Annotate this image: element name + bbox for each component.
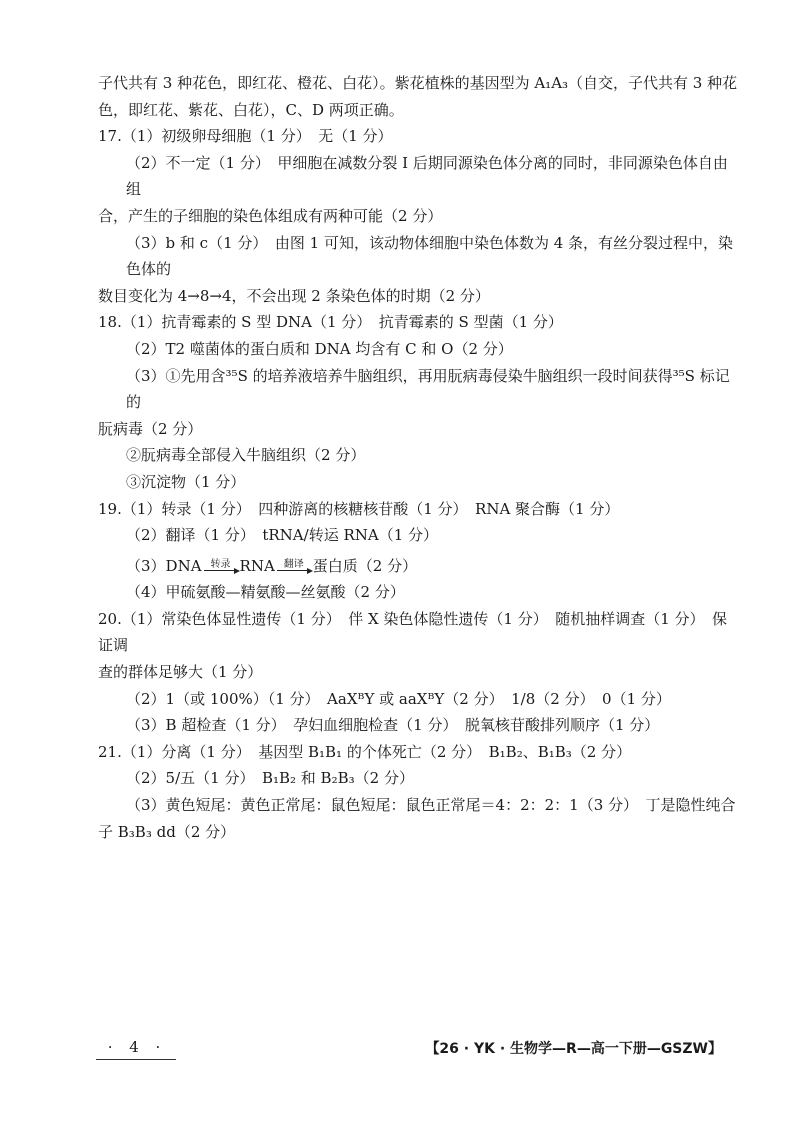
q20-answer-3: （3）B 超检查（1 分） 孕妇血细胞检查（1 分） 脱氧核苷酸排列顺序（1 分）: [126, 716, 660, 735]
q19-answer-3: [98, 553, 738, 580]
q20-answer-1-line-2: 查的群体足够大（1 分）: [98, 663, 263, 682]
q18-answer-3-part-2: ②朊病毒全部侵入牛脑组织（2 分）: [126, 446, 366, 465]
q19-answer-1: 19.（1）转录（1 分） 四种游离的核糖核苷酸（1 分） RNA 聚合酶（1 分）: [98, 499, 620, 518]
q17-answer-2-line-1: （2）不一定（1 分） 甲细胞在减数分裂 Ⅰ 后期同源染色体分离的同时，非同源染色体自由组: [126, 153, 728, 199]
q19-answer-2: （2）翻译（1 分） tRNA/转运 RNA（1 分）: [126, 526, 439, 545]
q19-rna-label: RNA: [239, 556, 275, 575]
q18-answer-2: （2）T2 噬菌体的蛋白质和 DNA 均含有 C 和 O（2 分）: [126, 339, 513, 358]
q17-answer-3-line-2: 数目变化为 4→8→4，不会出现 2 条染色体的时期（2 分）: [98, 286, 490, 305]
q21-answer-1: 21.（1）分离（1 分） 基因型 B₁B₁ 的个体死亡（2 分） B₁B₂、B₁B₃（2 分）: [98, 742, 632, 761]
q18-answer-3-part-3: ③沉淀物（1 分）: [126, 472, 246, 491]
q21-answer-3-line-1: （3）黄色短尾：黄色正常尾：鼠色短尾：鼠色正常尾＝4：2：2：1（3 分） 丁是隐性纯合: [126, 796, 736, 815]
page-number: · 4 ·: [107, 1038, 167, 1056]
q19-protein-label: 蛋白质（2 分）: [312, 556, 418, 575]
q18-answer-1: 18.（1）抗青霉素的 S 型 DNA（1 分） 抗青霉素的 S 型菌（1 分）: [98, 313, 563, 332]
q19-dna-label: （3）DNA: [126, 556, 202, 575]
q17-answer-3-line-1: （3）b 和 c（1 分） 由图 1 可知，该动物体细胞中染色体数为 4 条，有丝分裂过程中，染色体的: [126, 233, 734, 279]
q20-answer-2: （2）1（或 100%）（1 分） AaXᴮY 或 aaXᴮY（2 分） 1/8（2 分） 0（1 分）: [126, 689, 671, 708]
intro-line-1: 子代共有 3 种花色，即红花、橙花、白花）。紫花植株的基因型为 A₁A₃（自交，子代共有 3 种花: [98, 74, 738, 92]
q18-answer-3-line-2: 朊病毒（2 分）: [98, 419, 203, 438]
document-code: 【26 · YK · 生物学—R—高一下册—GSZW】: [425, 1041, 722, 1057]
translation-label: 翻译: [283, 558, 304, 570]
translation-arrow: [277, 560, 311, 571]
transcription-label: 转录: [210, 558, 231, 570]
q17-answer-2-line-2: 合，产生的子细胞的染色体组成有两种可能（2 分）: [98, 206, 443, 225]
q17-answer-1: 17.（1）初级卵母细胞（1 分） 无（1 分）: [98, 127, 393, 146]
footer-divider: [96, 1059, 176, 1060]
q18-answer-3-line-1: （3）①先用含³⁵S 的培养液培养牛脑组织，再用朊病毒侵染牛脑组织一段时间获得³⁵S 标记的: [126, 366, 730, 412]
q19-answer-4: （4）甲硫氨酸—精氨酸—丝氨酸（2 分）: [126, 583, 405, 602]
q21-answer-2: （2）5/五（1 分） B₁B₂ 和 B₂B₃（2 分）: [126, 769, 414, 788]
answer-content: [98, 70, 738, 845]
intro-line-2: 色，即红花、紫花、白花），C、D 两项正确。: [98, 100, 404, 119]
q21-answer-3-line-2: 子 B₃B₃ dd（2 分）: [98, 822, 236, 841]
q20-answer-1-line-1: 20.（1）常染色体显性遗传（1 分） 伴 X 染色体隐性遗传（1 分） 随机抽样调查（1 分） 保证调: [98, 609, 728, 655]
transcription-arrow: [204, 560, 238, 571]
